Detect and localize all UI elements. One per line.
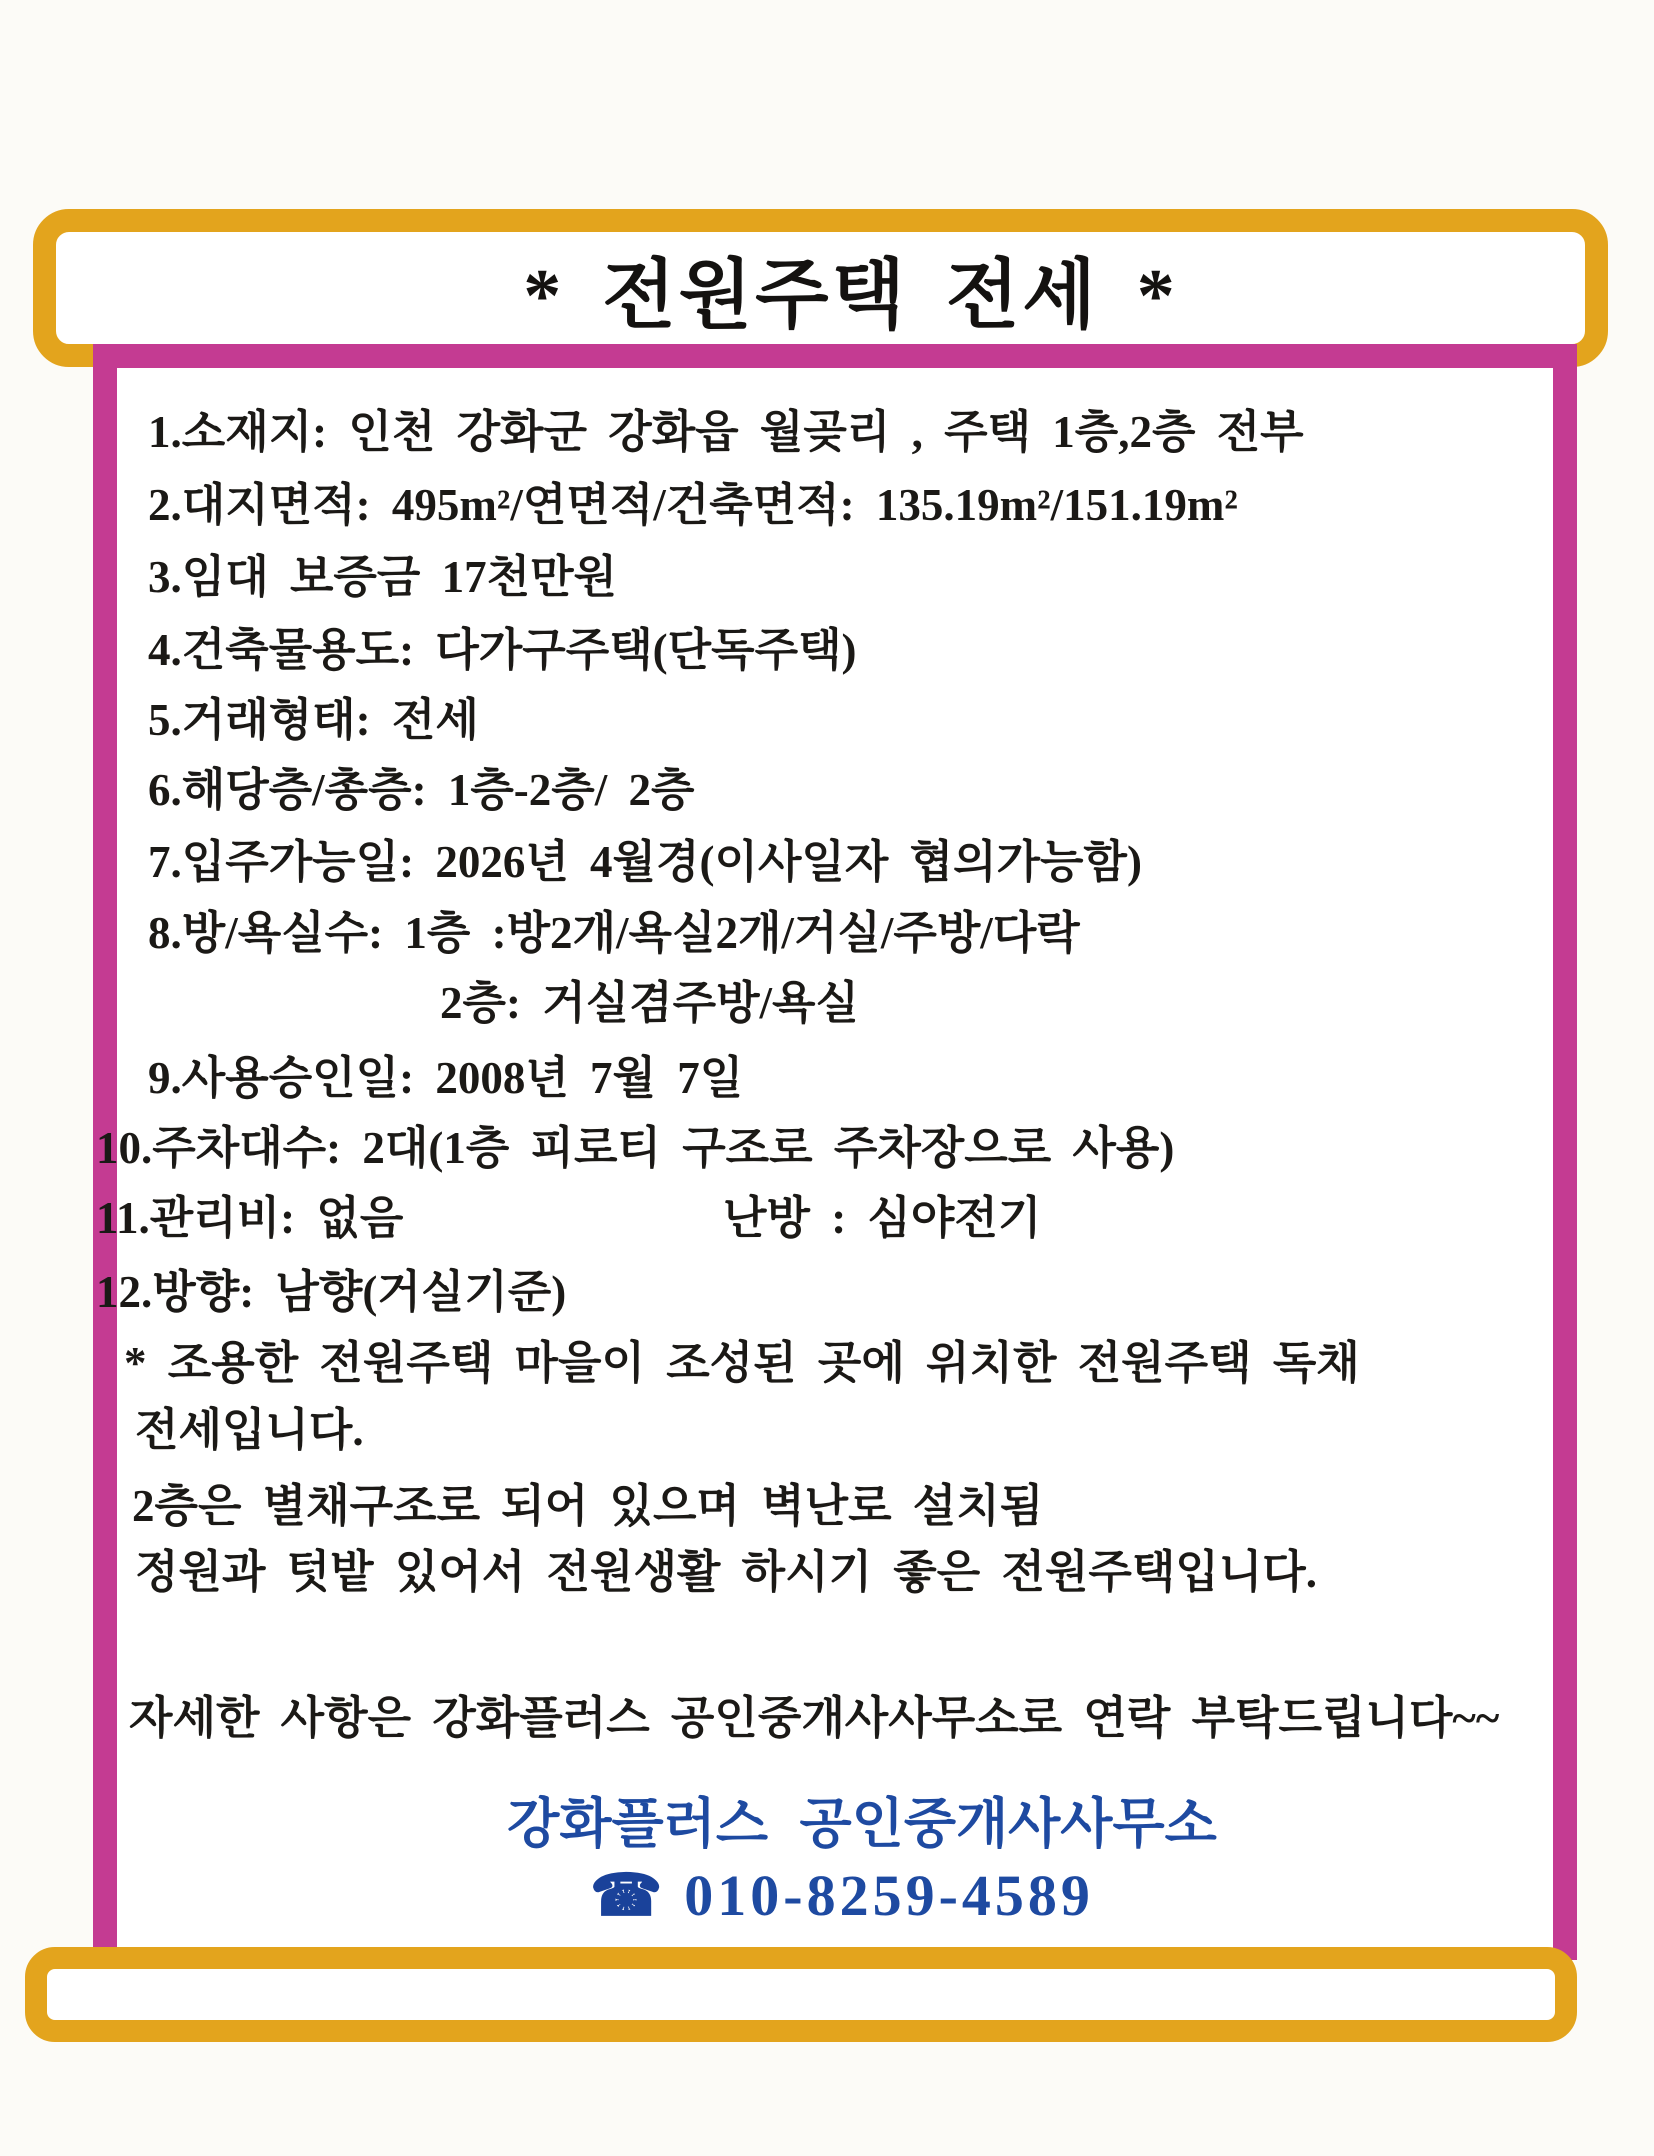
telephone-icon: ☎	[590, 1863, 663, 1928]
agency-phone	[15, 1860, 1654, 1932]
bottom-empty-box	[25, 1947, 1577, 2042]
contact-request-line: 자세한 사항은 강화플러스 공인중개사사무소로 연락 부탁드립니다~~	[129, 1693, 1500, 1743]
listing-item-deposit: 3.임대 보증금 17천만원	[148, 552, 618, 602]
listing-item-area: 2.대지면적: 495m²/연면적/건축면적: 135.19m²/151.19m²	[148, 480, 1238, 530]
listing-item-floors: 6.해당층/총층: 1층-2층/ 2층	[148, 765, 695, 815]
listing-item-move-in-date: 7.입주가능일: 2026년 4월경(이사일자 협의가능함)	[148, 837, 1142, 887]
listing-item-parking: 10.주차대수: 2대(1층 피로티 구조로 주차장으로 사용)	[96, 1123, 1175, 1173]
listing-item-direction: 12.방향: 남향(거실기준)	[96, 1267, 567, 1317]
listing-item-location: 1.소재지: 인천 강화군 강화읍 월곶리 , 주택 1층,2층 전부	[148, 407, 1304, 457]
flyer-title: * 전원주택 전세 *	[523, 253, 1178, 338]
listing-item-deal-type: 5.거래형태: 전세	[148, 695, 479, 745]
agency-name: 강화플러스 공인중개사사무소	[507, 1794, 1217, 1854]
note-line-2: 전세입니다.	[135, 1405, 364, 1455]
listing-item-rooms-2f: 2층: 거실겸주방/욕실	[440, 978, 859, 1028]
note-line-4: 정원과 텃밭 있어서 전원생활 하시기 좋은 전원주택입니다.	[135, 1547, 1318, 1597]
note-line-1: * 조용한 전원주택 마을이 조성된 곳에 위치한 전원주택 독채	[124, 1338, 1360, 1388]
phone-number: 010-8259-4589	[684, 1863, 1094, 1928]
listing-item-maintenance: 11.관리비: 없음	[96, 1193, 404, 1243]
listing-item-heating: 난방 : 심야전기	[723, 1193, 1042, 1243]
listing-item-approval-date: 9.사용승인일: 2008년 7월 7일	[148, 1053, 744, 1103]
note-line-3: 2층은 별채구조로 되어 있으며 벽난로 설치됨	[132, 1481, 1044, 1531]
listing-item-rooms-1f: 8.방/욕실수: 1층 :방2개/욕실2개/거실/주방/다락	[148, 908, 1080, 958]
listing-item-building-use: 4.건축물용도: 다가구주택(단독주택)	[148, 625, 857, 675]
